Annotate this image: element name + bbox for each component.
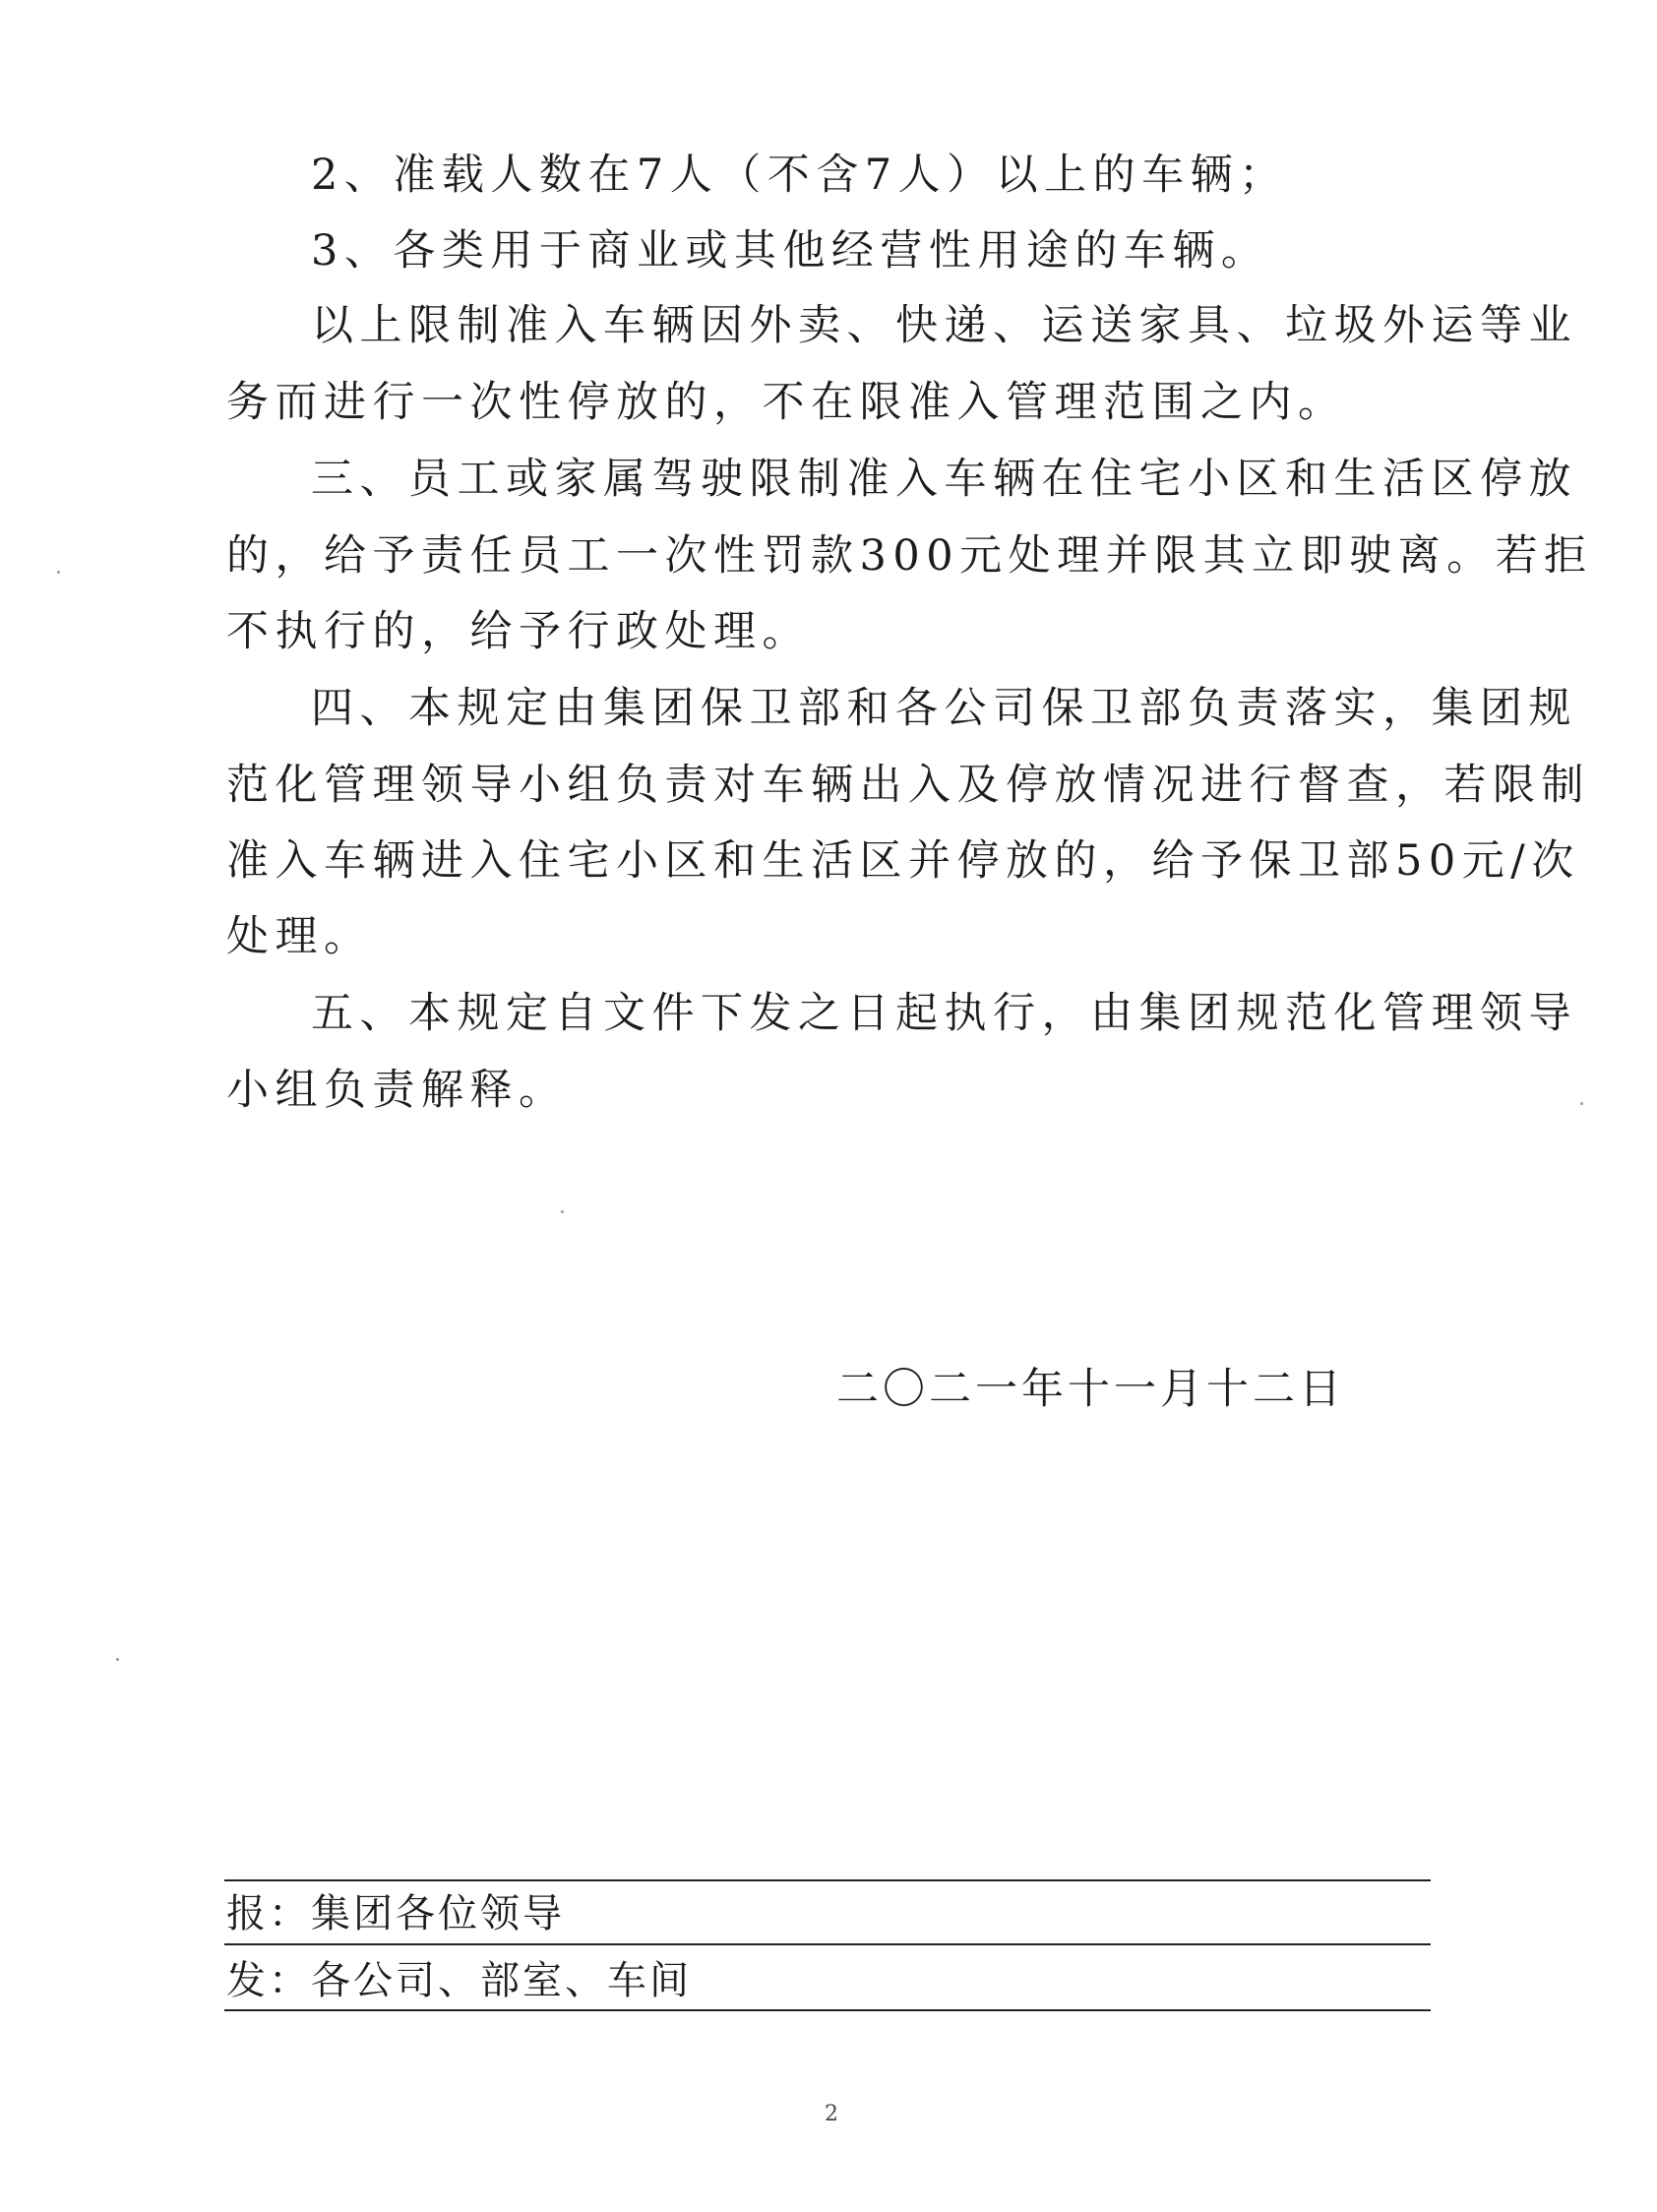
body-line: 准入车辆进入住宅小区和生活区并停放的，给予保卫部50元/次 bbox=[226, 836, 1580, 886]
scan-speck bbox=[561, 1210, 564, 1213]
page-number: 2 bbox=[825, 2102, 838, 2126]
scan-speck bbox=[116, 1658, 119, 1661]
body-line: 处理。 bbox=[226, 912, 373, 961]
body-line: 范化管理领导小组负责对车辆出入及停放情况进行督查，若限制 bbox=[226, 761, 1590, 810]
document-date: 二〇二一年十一月十二日 bbox=[836, 1365, 1345, 1414]
body-line: 五、本规定自文件下发之日起执行，由集团规范化管理领导 bbox=[311, 989, 1577, 1038]
divider-line bbox=[224, 1879, 1431, 1881]
body-line: 三、员工或家属驾驶限制准入车辆在住宅小区和生活区停放 bbox=[311, 455, 1577, 504]
body-line: 3、各类用于商业或其他经营性用途的车辆。 bbox=[311, 226, 1270, 276]
divider-line bbox=[224, 1943, 1431, 1945]
send-to-line: 发：各公司、部室、车间 bbox=[226, 1958, 692, 2003]
body-line: 务而进行一次性停放的，不在限准入管理范围之内。 bbox=[226, 378, 1347, 427]
body-line: 2、准载人数在7人（不含7人）以上的车辆； bbox=[311, 151, 1288, 200]
body-line: 四、本规定由集团保卫部和各公司保卫部负责落实，集团规 bbox=[311, 684, 1577, 733]
divider-line bbox=[224, 2009, 1431, 2011]
body-line: 不执行的，给予行政处理。 bbox=[226, 607, 811, 656]
body-line: 的，给予责任员工一次性罚款300元处理并限其立即驶离。若拒 bbox=[226, 531, 1593, 581]
report-to-line: 报：集团各位领导 bbox=[226, 1891, 565, 1936]
body-line: 小组负责解释。 bbox=[226, 1066, 568, 1115]
body-line: 以上限制准入车辆因外卖、快递、运送家具、垃圾外运等业 bbox=[311, 301, 1577, 350]
scan-speck bbox=[57, 571, 60, 574]
scan-speck bbox=[1580, 1102, 1583, 1105]
